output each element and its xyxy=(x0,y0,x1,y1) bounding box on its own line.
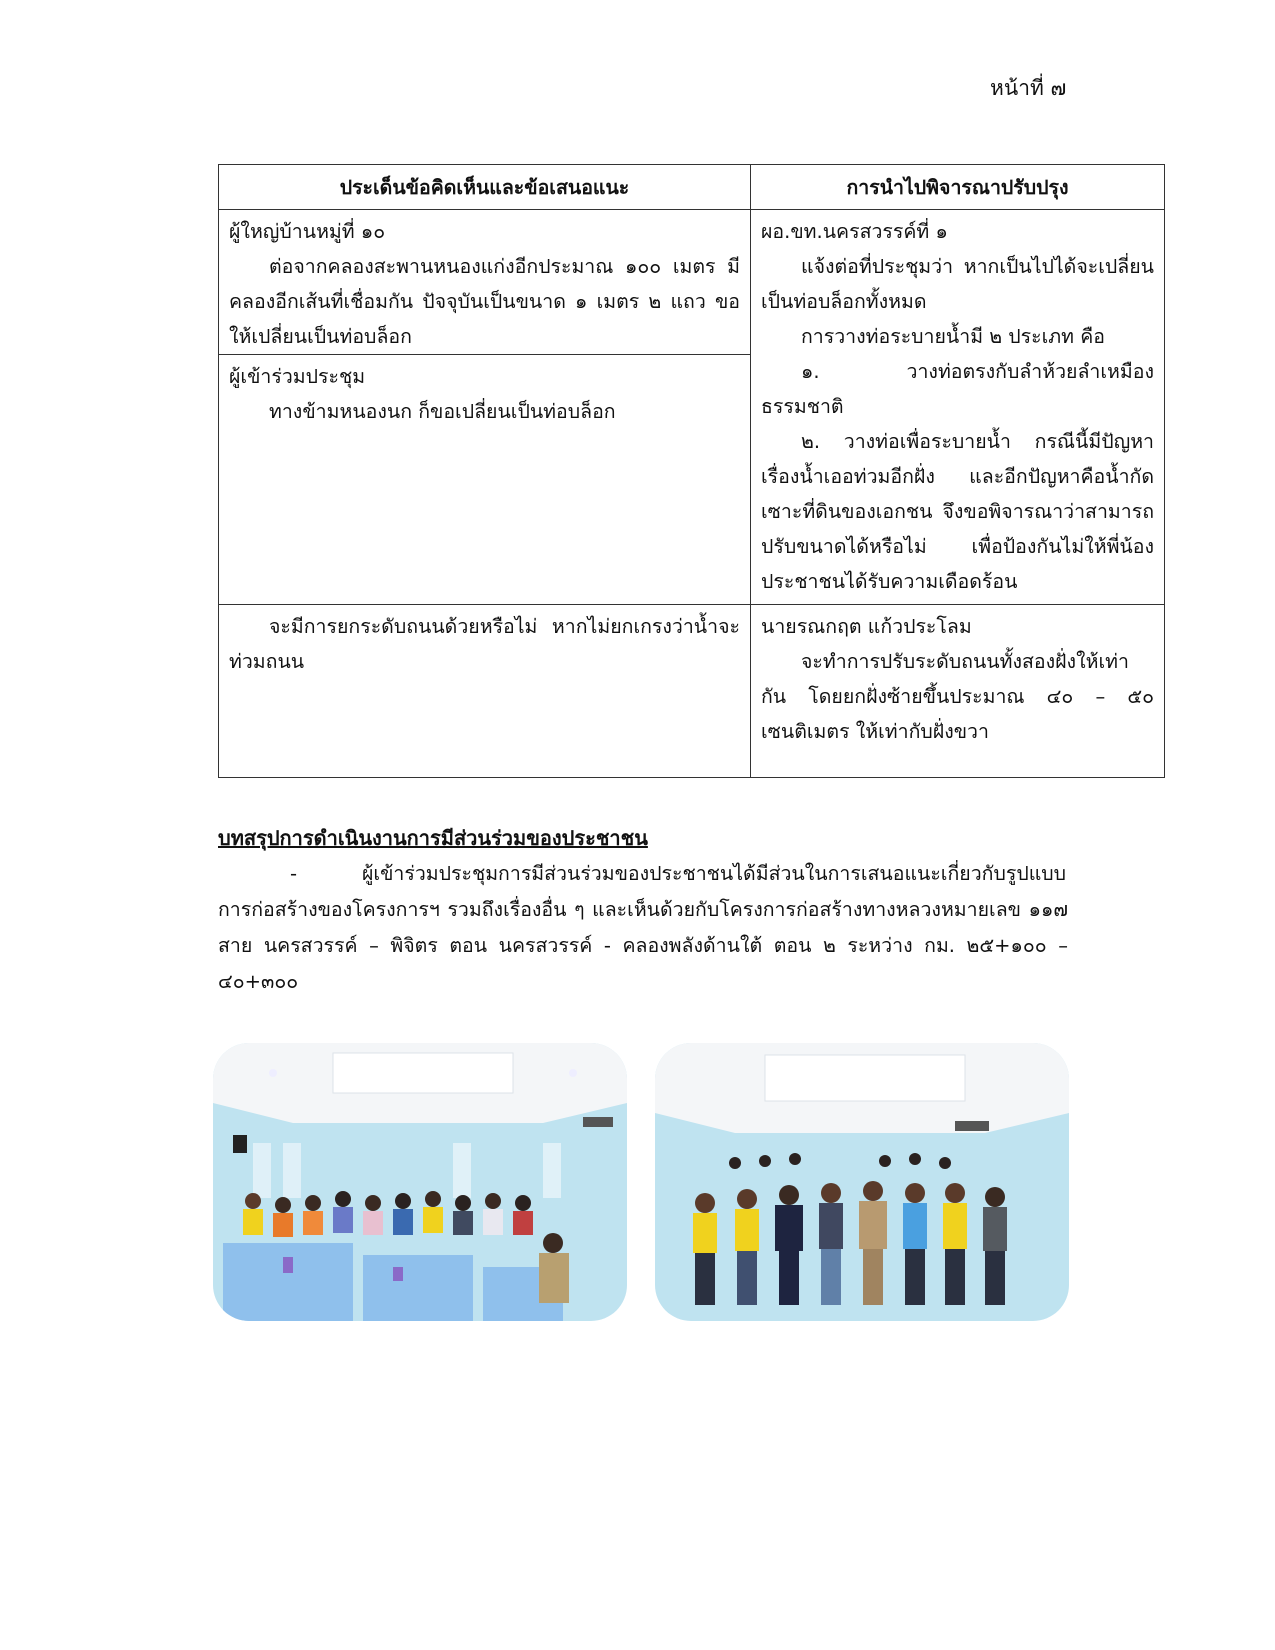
comment-speaker: ผู้เข้าร่วมประชุม xyxy=(229,365,366,388)
feedback-table xyxy=(218,164,1165,778)
header-consideration: การนำไปพิจารณาปรับปรุง xyxy=(751,165,1165,210)
response-text: ๑. วางท่อตรงกับลำห้วยลำเหมืองธรรมชาติ xyxy=(761,360,1154,418)
response-cell-1 xyxy=(751,210,1165,605)
page-number: หน้าที่ ๗ xyxy=(990,76,1067,100)
summary-text: ผู้เข้าร่วมประชุมการมีส่วนร่วมของประชาชนได้มีส่วนในการเสนอแนะเกี่ยวกับรูปแบบการก่อสร้างของโครงการฯ รวมถึงเรื่องอื่น ๆ และเห็นด้วยกับโครงการก่อสร้างทางหลวงหมายเลข ๑๑๗ สาย นครสวรรค์ – พิจิตร ตอน นครสวรรค์ - คลองพลังด้านใต้ ตอน ๒ ระหว่าง กม. ๒๕+๑๐๐ – ๔๐+๓๐๐ xyxy=(218,862,1068,993)
summary-paragraph xyxy=(218,856,1068,1000)
group-standing-photo xyxy=(655,1043,1069,1321)
response-text: แจ้งต่อที่ประชุมว่า หากเป็นไปได้จะเปลี่ยนเป็นท่อบล็อกทั้งหมด xyxy=(761,255,1154,313)
header-comments: ประเด็นข้อคิดเห็นและข้อเสนอแนะ xyxy=(219,165,751,210)
comment-cell-1 xyxy=(219,210,751,355)
comment-cell-2 xyxy=(219,355,751,605)
table-row xyxy=(219,605,1165,778)
table-row xyxy=(219,210,1165,355)
response-text: จะทำการปรับระดับถนนทั้งสองฝั่งให้เท่ากัน โดยยกฝั่งซ้ายขึ้นประมาณ ๔๐ – ๕๐ เซนติเมตร ให้เท่ากับฝั่งขวา xyxy=(761,650,1154,743)
comment-text: ต่อจากคลองสะพานหนองแก่งอีกประมาณ ๑๐๐ เมตร มีคลองอีกเส้นที่เชื่อมกัน ปัจจุบันเป็นขนาด ๑ เมตร ๒ แถว ขอให้เปลี่ยนเป็นท่อบล็อก xyxy=(229,255,740,348)
comment-text: ทางข้ามหนองนก ก็ขอเปลี่ยนเป็นท่อบล็อก xyxy=(269,400,616,423)
comment-cell-3 xyxy=(219,605,751,778)
response-speaker: ผอ.ขท.นครสวรรค์ที่ ๑ xyxy=(761,220,948,243)
response-speaker: นายรณกฤต แก้วประโลม xyxy=(761,615,972,638)
bullet: - xyxy=(290,862,298,885)
response-text: การวางท่อระบายน้ำมี ๒ ประเภท คือ xyxy=(801,325,1105,348)
response-text: ๒. วางท่อเพื่อระบายน้ำ กรณีนี้มีปัญหาเรื่องน้ำเออท่วมอีกฝั่ง และอีกปัญหาคือน้ำกัดเซาะที่ดินของเอกชน จึงขอพิจารณาว่าสามารถปรับขนาดได้หรือไม่ เพื่อป้องกันไม่ให้พี่น้องประชาชนได้รับความเดือดร้อน xyxy=(761,430,1154,593)
comment-text: จะมีการยกระดับถนนด้วยหรือไม่ หากไม่ยกเกรงว่าน้ำจะท่วมถนน xyxy=(229,615,740,673)
comment-speaker: ผู้ใหญ่บ้านหมู่ที่ ๑๐ xyxy=(229,220,386,243)
meeting-audience-image xyxy=(213,1043,627,1321)
meeting-audience-photo xyxy=(213,1043,627,1321)
group-standing-image xyxy=(655,1043,1069,1321)
summary-heading: บทสรุปการดำเนินงานการมีส่วนร่วมของประชาชน xyxy=(218,826,648,850)
table-header-row xyxy=(219,165,1165,210)
response-cell-3 xyxy=(751,605,1165,778)
